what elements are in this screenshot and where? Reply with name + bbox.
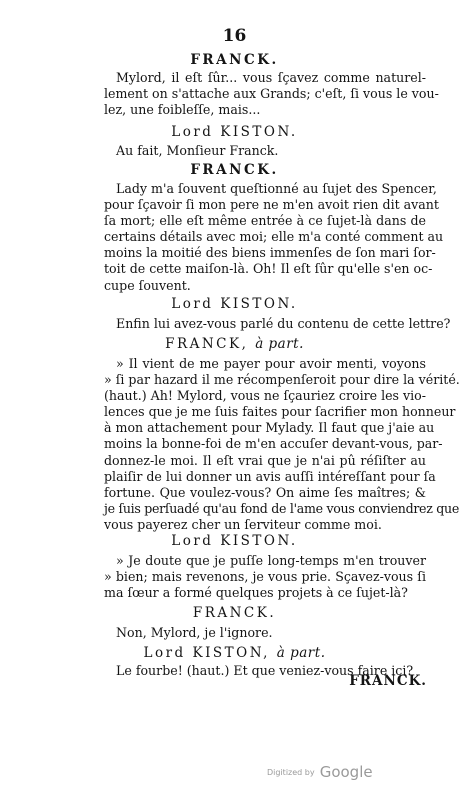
text-line: certains détails avec moi; elle m'a conté comment au bbox=[104, 229, 444, 245]
text-line: Mylord, il eſt ſûr... vous ſçavez comme naturel- bbox=[116, 70, 426, 85]
text-line: Le fourbe! (haut.) Et que veniez-vous faire ici? bbox=[116, 663, 414, 678]
stage-direction: à part. bbox=[255, 336, 304, 352]
text-line: » Je doute que je puſſe long-temps m'en trouver bbox=[116, 553, 426, 568]
text-line: pour ſçavoir ſi mon pere ne m'en avoit rien dit avant bbox=[104, 197, 439, 213]
speaker-heading bbox=[0, 605, 469, 621]
speaker-name: Lord KISTON. bbox=[171, 124, 298, 140]
text-line: moins la moitié des biens immenſes de ſon mari ſor- bbox=[104, 245, 436, 261]
digitized-watermark bbox=[267, 762, 373, 781]
catchword-next-speaker: FRANCK. bbox=[349, 673, 427, 689]
dialogue-paragraph bbox=[104, 70, 439, 118]
text-line: » bien; mais revenons, je vous prie. Sçavez-vous ſi bbox=[104, 569, 426, 585]
speaker-name: FRANCK. bbox=[190, 162, 279, 178]
text-line: Lady m'a ſouvent queſtionné au ſujet des Spencer, bbox=[116, 181, 437, 196]
dialogue-paragraph bbox=[104, 143, 426, 159]
text-line: à mon attachement pour Mylady. Il faut que j'aie au bbox=[104, 420, 435, 436]
speaker-name: FRANCK. bbox=[192, 605, 277, 621]
dialogue-paragraph bbox=[104, 181, 444, 294]
stage-direction: à part. bbox=[276, 645, 326, 661]
text-line: plaiſir de lui donner un avis auſſi intéreſſant pour ſa bbox=[104, 468, 436, 484]
text-line: lement on s'attache aux Grands; c'eſt, ſi vous le vou- bbox=[104, 86, 439, 102]
text-line: ma ſœur a formé quelques projets à ce ſujet-là? bbox=[104, 585, 408, 601]
dialogue-paragraph bbox=[104, 625, 426, 641]
page-number: 16 bbox=[222, 26, 247, 46]
text-line: vous payerez cher un ſerviteur comme moi. bbox=[104, 516, 382, 532]
text-line: Au fait, Monſieur Franck. bbox=[116, 143, 279, 158]
speaker-heading bbox=[0, 124, 469, 140]
text-line: Enfin lui avez-vous parlé du contenu de cette lettre? bbox=[116, 316, 451, 331]
speaker-heading bbox=[0, 52, 469, 68]
text-line: lez, une foibleſſe, mais... bbox=[104, 102, 261, 118]
speaker-name: Lord KISTON. bbox=[171, 296, 298, 312]
text-line: lences que je me ſuis faites pour ſacrifier mon honneur bbox=[104, 404, 456, 420]
speaker-heading bbox=[0, 336, 469, 352]
text-line: (haut.) Ah! Mylord, vous ne ſçauriez croire les vio- bbox=[104, 388, 427, 404]
text-line: fortune. Que voulez-vous? On aime ſes maîtres; & bbox=[104, 484, 426, 500]
text-line: » ſi par hazard il me récompenſeroit pour dire la vérité. bbox=[104, 372, 460, 388]
speaker-name: Lord KISTON. bbox=[171, 533, 298, 549]
text-line: je ſuis perſuadé qu'au fond de l'ame vous conviendrez que bbox=[104, 500, 459, 516]
text-line: donnez-le moi. Il eſt vrai que je n'ai pû réſiſter au bbox=[104, 452, 426, 468]
dialogue-paragraph bbox=[104, 316, 451, 332]
text-line: » Il vient de me payer pour avoir menti, voyons bbox=[116, 356, 426, 371]
speaker-heading bbox=[0, 645, 469, 661]
speaker-name: Lord KISTON, bbox=[143, 645, 270, 661]
text-line: moins la bonne-foi de m'en accuſer devant-vous, par- bbox=[104, 436, 443, 452]
text-line: toit de cette maiſon-là. Oh! Il eſt ſûr qu'elle s'en oc- bbox=[104, 261, 433, 277]
speaker-name: FRANCK, bbox=[165, 336, 249, 352]
speaker-heading bbox=[0, 162, 469, 178]
speaker-heading bbox=[0, 296, 469, 312]
speaker-heading bbox=[0, 533, 469, 549]
watermark-prefix: Digitized by bbox=[267, 768, 315, 777]
speaker-name: FRANCK. bbox=[190, 52, 279, 68]
dialogue-paragraph bbox=[104, 356, 460, 533]
text-line: Non, Mylord, je l'ignore. bbox=[116, 625, 273, 640]
watermark-brand: Google bbox=[319, 763, 373, 781]
text-line: cupe ſouvent. bbox=[104, 277, 191, 293]
dialogue-paragraph bbox=[104, 553, 426, 601]
text-line: ſa mort; elle eſt même entrée à ce ſujet-là dans de bbox=[104, 213, 426, 229]
